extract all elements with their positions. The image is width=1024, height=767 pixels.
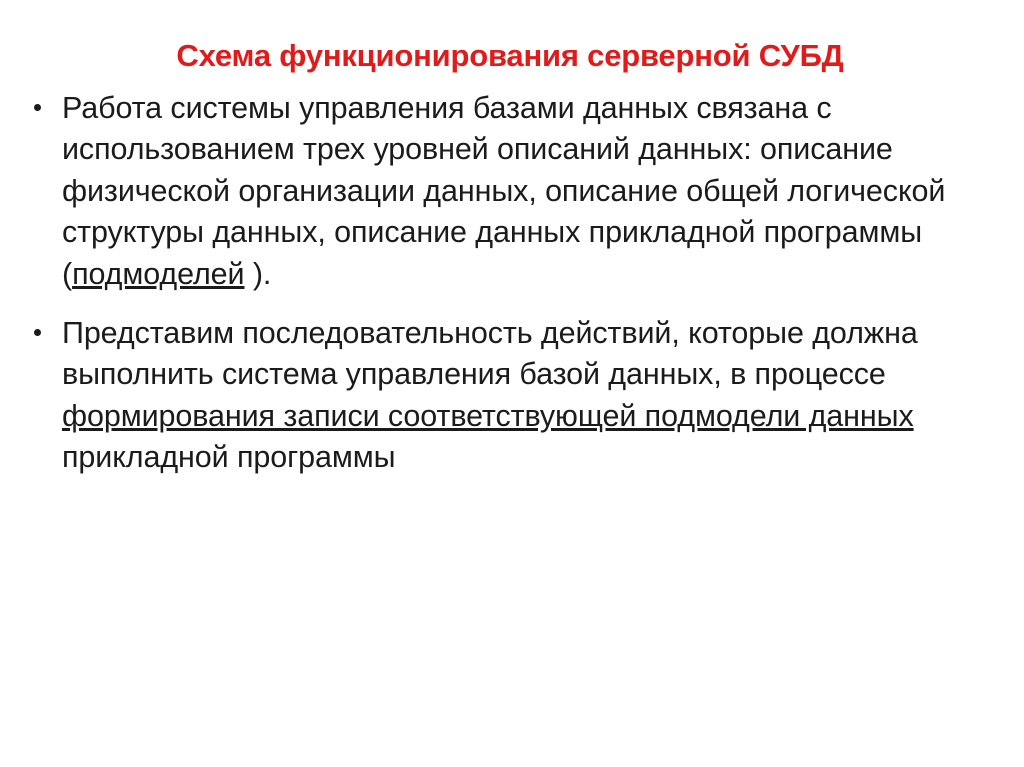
page-title: Схема функционирования серверной СУБД: [176, 38, 844, 73]
bullet-dot-icon: [34, 329, 41, 336]
bullet-text-tail: ).: [244, 256, 272, 291]
bullet-text-underlined: подмоделей: [72, 256, 245, 291]
list-item: [20, 313, 1000, 479]
bullet-dot-icon: [34, 104, 41, 111]
bullet-text-lead: Работа системы управления базами данных связана с использованием трех уровней описаний данных: описание физической организации данных, описание общей логической структуры данных, описание данных прикладной программы (: [62, 90, 946, 291]
bullet-text-tail: прикладной программы: [62, 440, 396, 475]
list-item: [20, 88, 1000, 295]
bullet-text-underlined: формирования записи соответствующей подмодели данных: [62, 398, 914, 433]
bullet-text-lead: Представим последовательность действий, которые должна выполнить система управления базой данных, в процессе: [62, 315, 918, 392]
bullet-list: [20, 88, 1000, 479]
